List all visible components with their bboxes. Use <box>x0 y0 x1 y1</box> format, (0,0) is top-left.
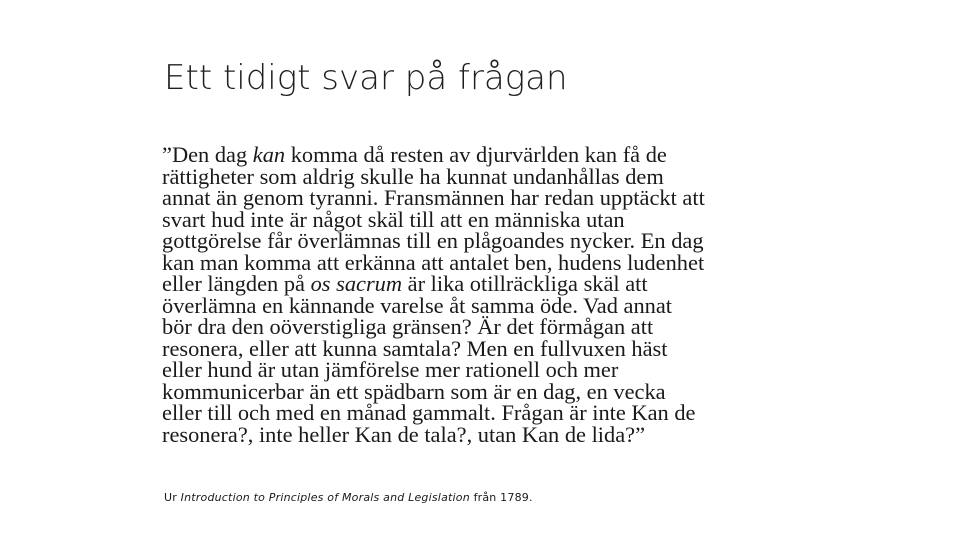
source-work-title: Introduction to Principles of Morals and Legislation <box>180 491 470 504</box>
quote-text: annat än genom tyranni. Fransmännen har redan upptäckt att <box>162 185 705 210</box>
quote-block <box>162 144 802 445</box>
quote-line <box>162 359 802 381</box>
quote-line <box>162 316 802 338</box>
slide-title: Ett tidigt svar på frågan <box>164 58 568 98</box>
quote-text: överlämna en kännande varelse åt samma öde. Vad annat <box>162 292 673 318</box>
quote-text: komma då resten av djurvärlden kan få de <box>285 142 667 167</box>
source-prefix: Ur <box>164 491 181 504</box>
quote-line <box>162 335 802 361</box>
quote-text: resonera?, inte heller Kan de tala?, utan Kan de lida?” <box>162 421 646 447</box>
quote-line <box>162 292 802 318</box>
quote-line <box>162 402 802 424</box>
quote-italic-text: kan <box>252 142 286 167</box>
source-citation <box>164 490 533 506</box>
quote-line <box>162 144 802 166</box>
quote-text: resonera, eller att kunna samtala? Men en fullvuxen häst <box>162 335 668 361</box>
quote-text: eller till och med en månad gammalt. Frågan är inte Kan de <box>162 400 696 425</box>
quote-text: svart hud inte är något skäl till att en människa utan <box>162 206 625 232</box>
quote-text: rättigheter som aldrig skulle ha kunnat undanhållas dem <box>162 163 664 189</box>
quote-text: eller längden på <box>162 271 311 296</box>
quote-line <box>162 187 802 209</box>
quote-line <box>162 421 802 447</box>
quote-line <box>162 163 802 189</box>
quote-text: gottgörelse får överlämnas till en plågoandes nycker. En dag <box>162 228 704 253</box>
source-suffix: från 1789. <box>469 491 533 504</box>
quote-text: bör dra den oöverstigliga gränsen? Är det förmågan att <box>162 314 654 339</box>
quote-text: kommunicerbar än ett spädbarn som är en dag, en vecka <box>162 378 666 404</box>
quote-text: eller hund är utan jämförelse mer rationell och mer <box>162 357 619 382</box>
quote-line <box>162 273 802 295</box>
quote-text: kan man komma att erkänna att antalet ben, hudens ludenhet <box>162 249 705 275</box>
quote-italic-text: os sacrum <box>310 271 403 296</box>
quote-line <box>162 249 802 275</box>
quote-text: ”Den dag <box>162 142 253 167</box>
quote-line <box>162 378 802 404</box>
quote-text: är lika otillräckliga skäl att <box>402 271 648 296</box>
quote-line <box>162 230 802 252</box>
quote-line <box>162 206 802 232</box>
